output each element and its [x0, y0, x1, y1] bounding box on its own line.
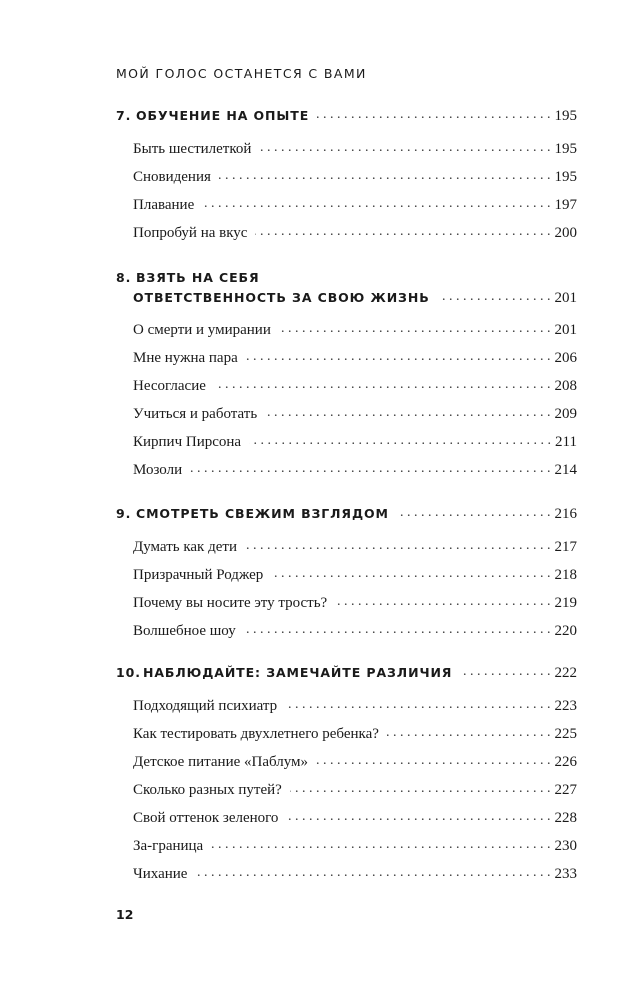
- entry-title: Плавание: [133, 197, 195, 213]
- entry-page-number: 217: [554, 539, 577, 555]
- dot-leader: [279, 324, 551, 334]
- toc-entry[interactable]: [133, 810, 577, 830]
- entry-page-number: 228: [554, 810, 577, 826]
- toc-entry[interactable]: [133, 838, 577, 858]
- dot-leader: [290, 784, 551, 794]
- toc-entry[interactable]: [133, 754, 577, 774]
- chapter-title: ОБУЧЕНИЕ НА ОПЫТЕ: [136, 108, 310, 123]
- toc-chapter-9[interactable]: [116, 506, 577, 526]
- entry-title: Сновидения: [133, 169, 211, 185]
- dot-leader: [271, 569, 550, 579]
- chapter-page-number: 222: [554, 665, 577, 681]
- entry-title: Быть шестилеткой: [133, 141, 252, 157]
- toc-chapter-8-line1[interactable]: [116, 270, 577, 290]
- dot-leader: [397, 508, 551, 518]
- entry-title: Несогласие: [133, 378, 206, 394]
- entry-page-number: 233: [554, 866, 577, 882]
- chapter-title: НАБЛЮДАЙТЕ: ЗАМЕЧАЙТЕ РАЗЛИЧИЯ: [143, 665, 453, 680]
- entry-title: Волшебное шоу: [133, 623, 236, 639]
- dot-leader: [190, 464, 550, 474]
- dot-leader: [285, 700, 550, 710]
- entry-page-number: 195: [554, 169, 577, 185]
- dot-leader: [387, 728, 551, 738]
- entry-page-number: 230: [554, 838, 577, 854]
- chapter-number: 9.: [116, 506, 132, 521]
- entry-title: Учиться и работать: [133, 406, 258, 422]
- entry-page-number: 211: [555, 434, 577, 450]
- entry-title: Мне нужна пара: [133, 350, 238, 366]
- entry-page-number: 201: [554, 322, 577, 338]
- dot-leader: [214, 380, 551, 390]
- dot-leader: [246, 352, 551, 362]
- chapter-number: 8.: [116, 270, 132, 285]
- dot-leader: [265, 408, 550, 418]
- toc-entry[interactable]: [133, 378, 577, 398]
- entry-title: Мозоли: [133, 462, 183, 478]
- toc-entry[interactable]: [133, 623, 577, 643]
- toc-chapter-8[interactable]: [133, 290, 577, 310]
- dot-leader: [286, 812, 550, 822]
- chapter-title: СМОТРЕТЬ СВЕЖИМ ВЗГЛЯДОМ: [136, 506, 389, 521]
- entry-title: Почему вы носите эту трость?: [133, 595, 328, 611]
- entry-title: Думать как дети: [133, 539, 237, 555]
- dot-leader: [195, 868, 550, 878]
- entry-title: Как тестировать двухлетнего ребенка?: [133, 726, 379, 742]
- dot-leader: [202, 199, 550, 209]
- toc-entry[interactable]: [133, 726, 577, 746]
- toc-entry[interactable]: [133, 141, 577, 161]
- entry-title: Свой оттенок зеленого: [133, 810, 279, 826]
- dot-leader: [219, 171, 551, 181]
- entry-title: Чихание: [133, 866, 188, 882]
- dot-leader: [244, 625, 551, 635]
- chapter-number: 10.: [116, 665, 141, 680]
- chapter-number: 7.: [116, 108, 132, 123]
- entry-page-number: 195: [554, 141, 577, 157]
- toc-entry[interactable]: [133, 567, 577, 587]
- entry-page-number: 200: [554, 225, 577, 241]
- chapter-page-number: 216: [554, 506, 577, 522]
- entry-title: Сколько разных путей?: [133, 782, 282, 798]
- toc-entry[interactable]: [133, 406, 577, 426]
- toc-entry[interactable]: [133, 698, 577, 718]
- entry-page-number: 219: [554, 595, 577, 611]
- entry-title: Призрачный Роджер: [133, 567, 264, 583]
- dot-leader: [316, 756, 550, 766]
- toc-entry[interactable]: [133, 866, 577, 886]
- chapter-page-number: 201: [554, 290, 577, 306]
- toc-entry[interactable]: [133, 169, 577, 189]
- dot-leader: [317, 110, 550, 120]
- entry-page-number: 208: [554, 378, 577, 394]
- chapter-title-line1: ВЗЯТЬ НА СЕБЯ: [136, 270, 260, 285]
- toc-entry[interactable]: [133, 197, 577, 217]
- entry-title: Кирпич Пирсона: [133, 434, 242, 450]
- entry-title: Подходящий психиатр: [133, 698, 278, 714]
- entry-page-number: 225: [554, 726, 577, 742]
- entry-page-number: 218: [554, 567, 577, 583]
- toc-entry[interactable]: [133, 595, 577, 615]
- dot-leader: [245, 541, 551, 551]
- dot-leader: [259, 143, 550, 153]
- toc-chapter-10[interactable]: [116, 665, 577, 685]
- toc-entry[interactable]: [133, 462, 577, 482]
- dot-leader: [255, 227, 550, 237]
- toc-entry[interactable]: [133, 539, 577, 559]
- chapter-page-number: 195: [554, 108, 577, 124]
- running-head: МОЙ ГОЛОС ОСТАНЕТСЯ С ВАМИ: [116, 66, 367, 81]
- toc-entry[interactable]: [133, 350, 577, 370]
- entry-page-number: 197: [554, 197, 577, 213]
- entry-title: О смерти и умирании: [133, 322, 271, 338]
- dot-leader: [211, 840, 550, 850]
- entry-page-number: 209: [554, 406, 577, 422]
- entry-title: Детское питание «Паблум»: [133, 754, 309, 770]
- entry-page-number: 226: [554, 754, 577, 770]
- chapter-title: ОТВЕТСТВЕННОСТЬ ЗА СВОЮ ЖИЗНЬ: [133, 290, 430, 305]
- toc-entry[interactable]: [133, 782, 577, 802]
- entry-page-number: 220: [554, 623, 577, 639]
- toc-entry[interactable]: [133, 434, 577, 454]
- entry-page-number: 227: [554, 782, 577, 798]
- toc-chapter-7[interactable]: [116, 108, 577, 128]
- dot-leader: [335, 597, 550, 607]
- toc-entry[interactable]: [133, 225, 577, 245]
- entry-page-number: 206: [554, 350, 577, 366]
- dot-leader: [249, 436, 551, 446]
- entry-page-number: 223: [554, 698, 577, 714]
- page-folio: 12: [116, 907, 134, 922]
- dot-leader: [460, 667, 550, 677]
- toc-entry[interactable]: [133, 322, 577, 342]
- entry-title: Попробуй на вкус: [133, 225, 248, 241]
- entry-page-number: 214: [554, 462, 577, 478]
- dot-leader: [438, 292, 551, 302]
- entry-title: За-граница: [133, 838, 204, 854]
